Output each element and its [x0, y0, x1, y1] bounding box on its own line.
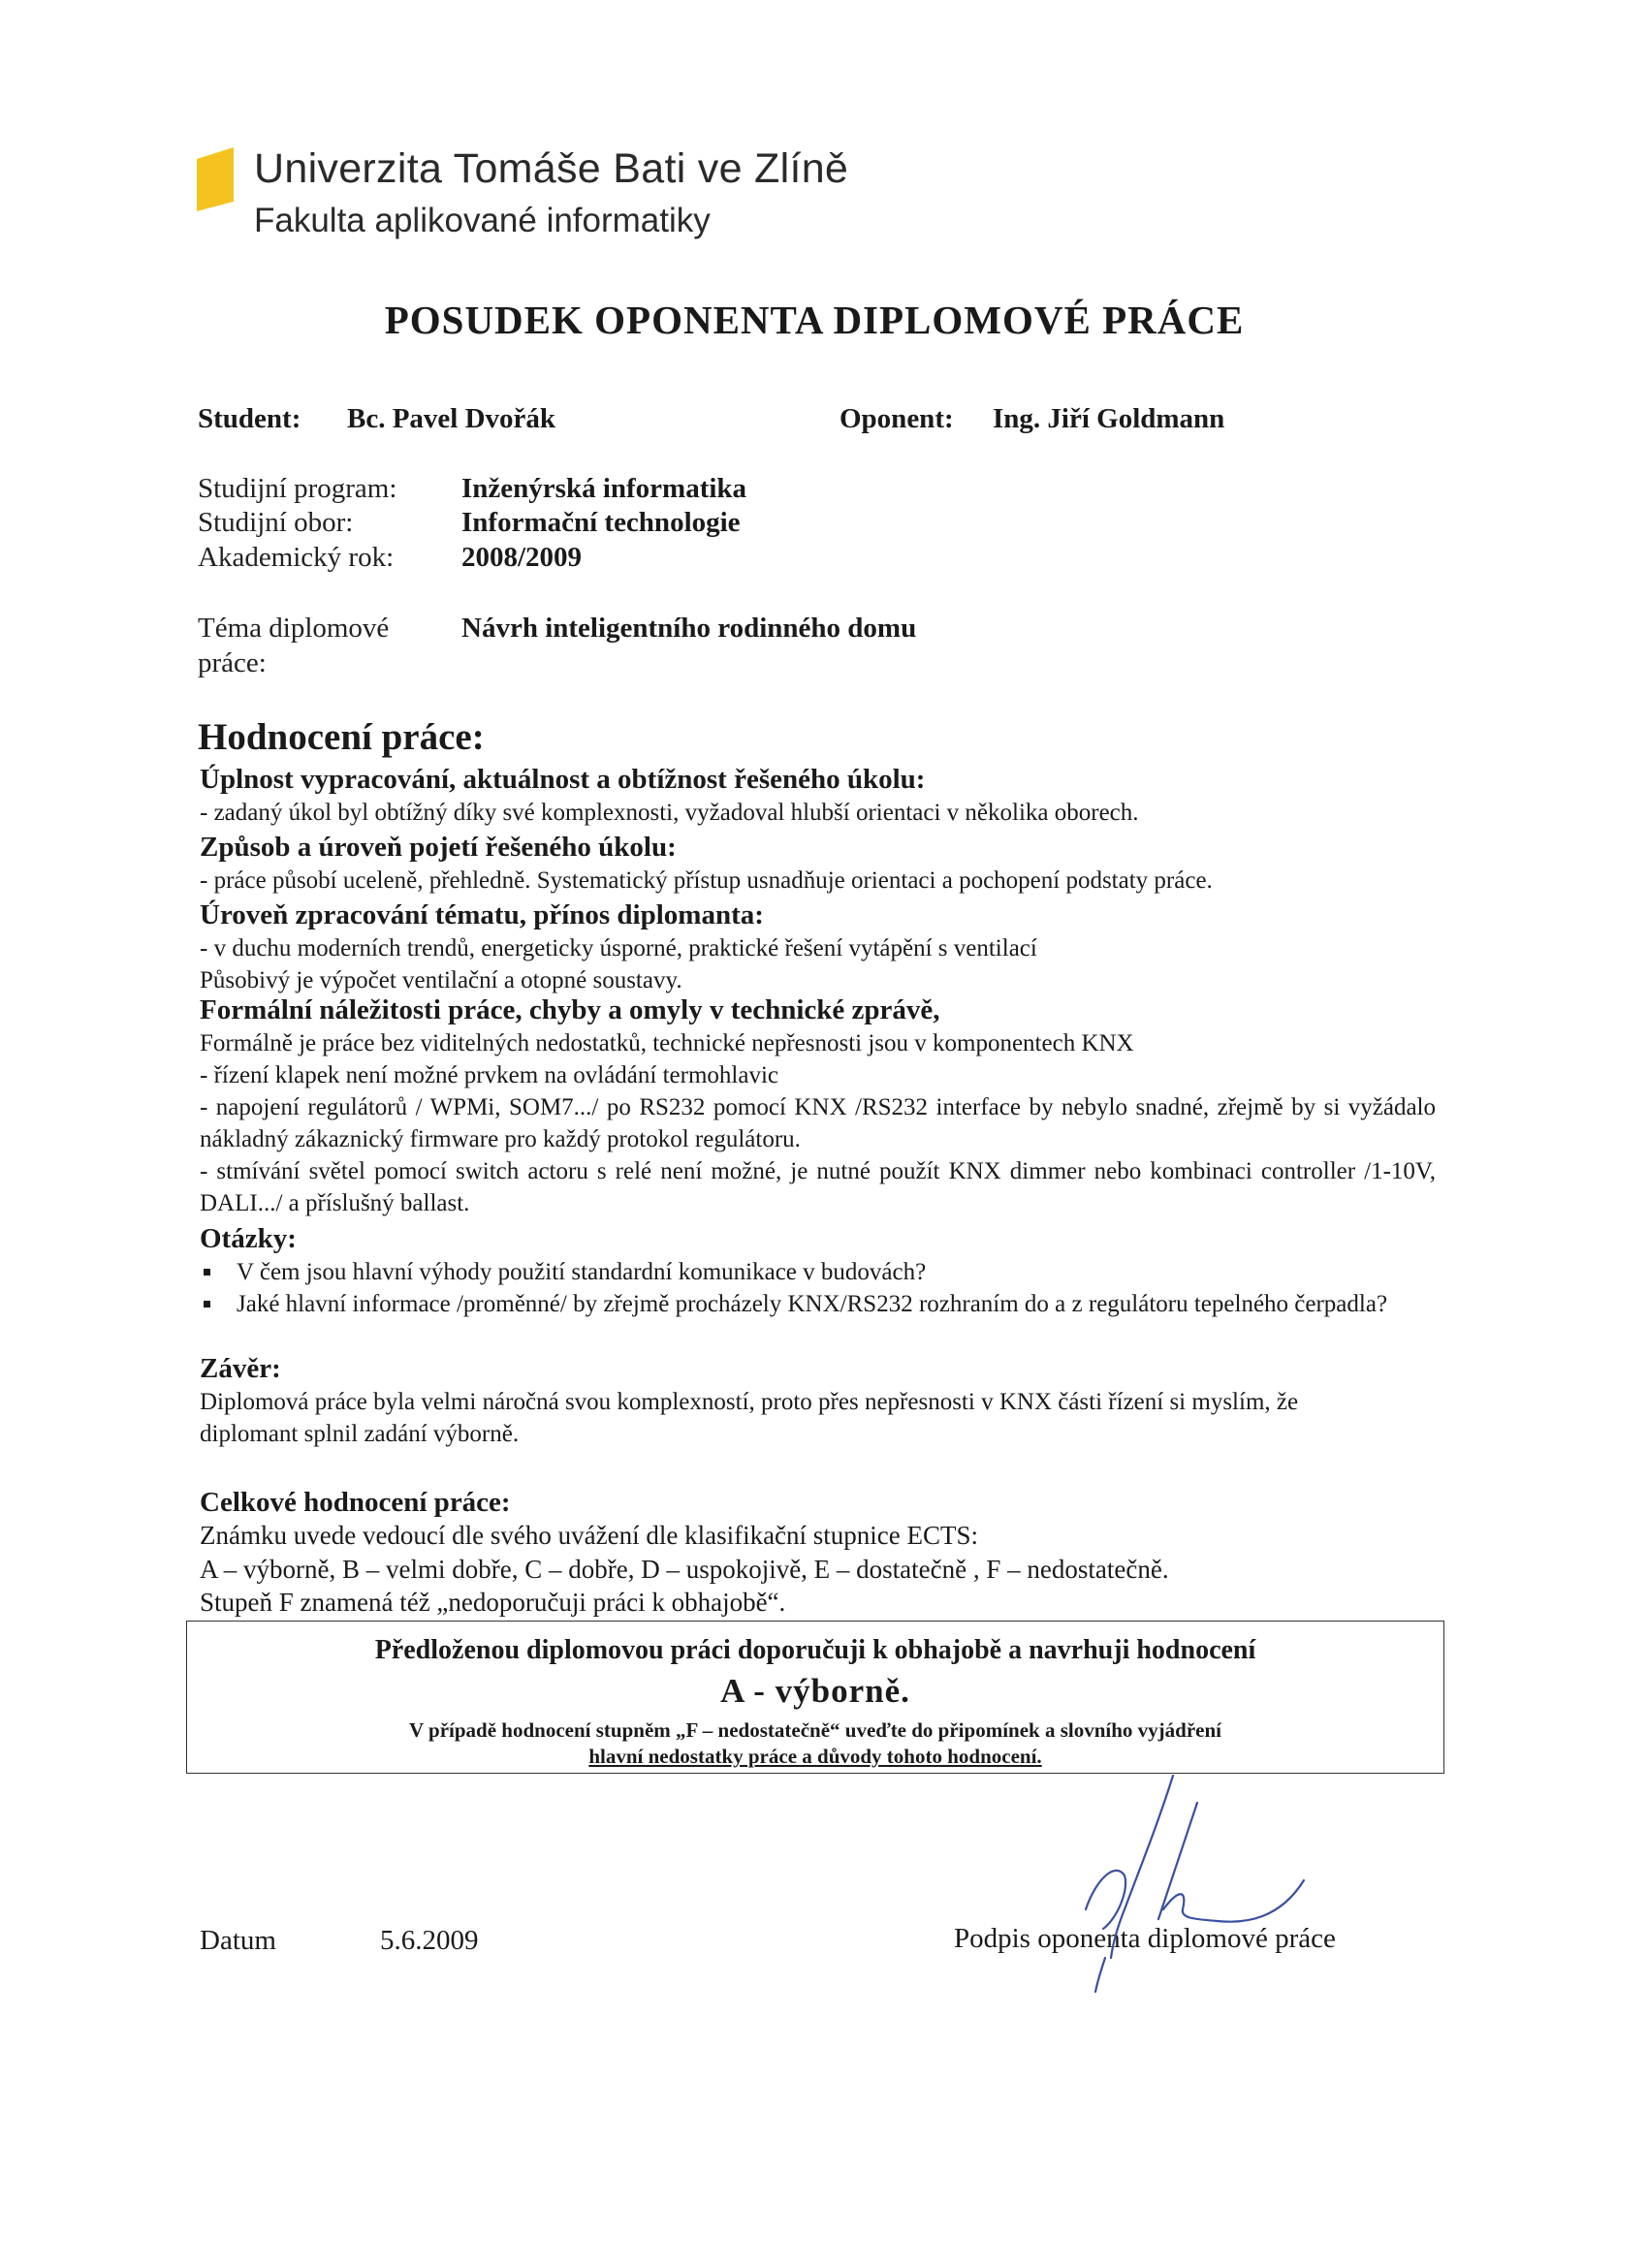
recommendation-grade: A - výborně. [720, 1672, 910, 1710]
opponent-name: Ing. Jiří Goldmann [993, 403, 1225, 434]
topic-label-line1: Téma diplomové [198, 613, 390, 644]
date-value: 5.6.2009 [380, 1925, 479, 1956]
university-name: Univerzita Tomáše Bati ve Zlíně [254, 145, 849, 192]
date-label: Datum [200, 1925, 276, 1956]
signature-label: Podpis oponenta diplomové práce [954, 1923, 1336, 1954]
question-item: Jaké hlavní informace /proměnné/ by zřejmě procházely KNX/RS232 rozhraním do a z regulátoru tepelného čerpadla? [200, 1288, 1436, 1320]
year-value: 2008/2009 [461, 542, 583, 573]
section-title-formal: Formální náležitosti práce, chyby a omyly v technické zprávě, [200, 994, 940, 1025]
program-label: Studijní program: [198, 473, 397, 504]
section-text-completeness: - zadaný úkol byl obtížný díky své komplexnosti, vyžadoval hlubší orientaci v několika oborech. [200, 800, 1139, 826]
section-text-approach: - práce působí uceleně, přehledně. Systematický přístup usnadňuje orientaci a pochopení podstaty práce. [200, 867, 1213, 894]
overall-line-3: Stupeň F znamená též „nedoporučuji práci k obhajobě“. [200, 1588, 786, 1617]
student-name: Bc. Pavel Dvořák [347, 403, 556, 434]
year-label: Akademický rok: [198, 542, 395, 573]
handwritten-signature [1028, 1764, 1318, 1997]
questions-list [200, 1256, 1436, 1320]
university-logo-icon [197, 147, 234, 211]
questions-title: Otázky: [200, 1223, 297, 1254]
section-text-formal-2: - řízení klapek není možné prvkem na ovládání termohlavic [200, 1062, 778, 1088]
section-title-completeness: Úplnost vypracování, aktuálnost a obtížnost řešeného úkolu: [200, 764, 926, 795]
question-item: V čem jsou hlavní výhody použití standardní komunikace v budovách? [200, 1256, 1436, 1288]
section-text-processing-2: Působivý je výpočet ventilační a otopné soustavy. [200, 967, 682, 993]
evaluation-heading: Hodnocení práce: [198, 716, 485, 758]
section-text-formal-3: - napojení regulátorů / WPMi, SOM7.../ po RS232 pomocí KNX /RS232 interface by nebylo snadné, zřejmě by si vyžádalo nákladný zákaznický firmware pro každý protokol regulátoru. [200, 1094, 1436, 1152]
program-value: Inženýrská informatika [461, 473, 747, 504]
recommendation-note-2: hlavní nedostatky práce a důvody tohoto hodnocení. [588, 1745, 1042, 1768]
topic-value: Návrh inteligentního rodinného domu [461, 613, 917, 644]
topic-label-line2: práce: [198, 647, 267, 678]
student-label: Student: [198, 403, 301, 434]
section-title-approach: Způsob a úroveň pojetí řešeného úkolu: [200, 832, 677, 863]
section-text-processing-1: - v duchu moderních trendů, energeticky úsporné, praktické řešení vytápění s ventilací [200, 935, 1037, 961]
opponent-label: Oponent: [840, 403, 954, 434]
document-title: POSUDEK OPONENTA DIPLOMOVÉ PRÁCE [384, 298, 1245, 342]
overall-title: Celkové hodnocení práce: [200, 1487, 511, 1518]
faculty-name: Fakulta aplikované informatiky [254, 202, 711, 239]
recommendation-note-1: V případě hodnocení stupněm „F – nedostatečně“ uveďte do připomínek a slovního vyjádření [409, 1718, 1221, 1742]
section-text-formal-1: Formálně je práce bez viditelných nedostatků, technické nepřesnosti jsou v komponentech KNX [200, 1030, 1134, 1056]
recommendation-text: Předloženou diplomovou práci doporučuji k obhajobě a navrhuji hodnocení [374, 1635, 1256, 1665]
recommendation-box [186, 1621, 1444, 1774]
field-label: Studijní obor: [198, 507, 354, 538]
section-text-formal-4: - stmívání světel pomocí switch actoru s relé není možné, je nutné použít KNX dimmer nebo kombinaci controller /1-10V, DALI.../ a příslušný ballast. [200, 1158, 1436, 1216]
conclusion-text: Diplomová práce byla velmi náročná svou komplexností, proto přes nepřesnosti v KNX části řízení si myslím, že diplomant splnil zadání výborně. [200, 1389, 1299, 1447]
field-value: Informační technologie [461, 507, 741, 538]
conclusion-title: Závěr: [200, 1353, 281, 1384]
overall-line-2: A – výborně, B – velmi dobře, C – dobře, D – uspokojivě, E – dostatečně , F – nedostatečně. [200, 1555, 1169, 1584]
section-title-processing: Úroveň zpracování tématu, přínos diplomanta: [200, 899, 764, 930]
overall-line-1: Známku uvede vedoucí dle svého uvážení dle klasifikační stupnice ECTS: [200, 1521, 979, 1550]
